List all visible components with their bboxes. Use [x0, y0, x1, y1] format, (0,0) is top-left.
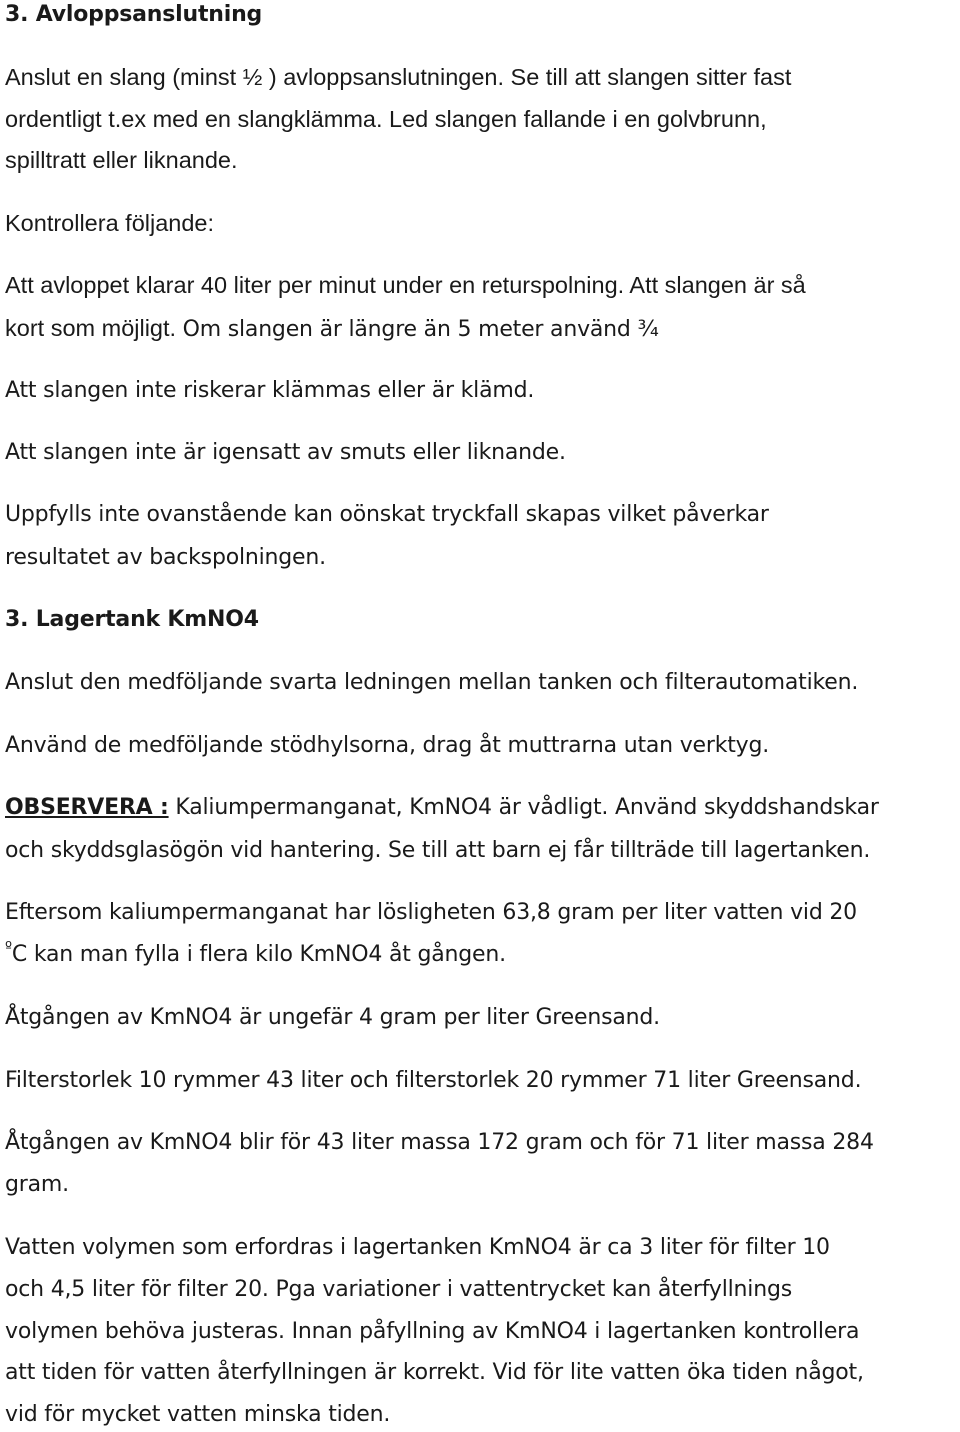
observera-label: OBSERVERA :	[5, 795, 169, 820]
checklist-item-part: Om slangen är längre än 5 meter använd ¾	[182, 317, 659, 342]
paragraph-line: Åtgången av KmNO4 blir för 43 liter massa 172 gram och för 71 liter massa 284	[5, 1130, 874, 1155]
checklist-item-line	[5, 313, 659, 345]
paragraph-text: C kan man fylla i flera kilo KmNO4 åt gången.	[11, 942, 506, 967]
paragraph-line: Eftersom kaliumpermanganat har lösligheten 63,8 gram per liter vatten vid 20	[5, 900, 857, 925]
warning-text: resultatet av backspolningen.	[5, 545, 326, 570]
paragraph-line: Anslut den medföljande svarta ledningen mellan tanken och filterautomatiken.	[5, 670, 859, 695]
paragraph-line: Anslut en slang (minst ½ ) avloppsanslutningen. Se till att slangen sitter fast	[5, 64, 792, 90]
checklist-intro: Kontrollera följande:	[5, 210, 215, 236]
paragraph-line: och 4,5 liter för filter 20. Pga variationer i vattentrycket kan återfyllnings	[5, 1277, 792, 1302]
paragraph-line: spilltratt eller liknande.	[5, 147, 238, 173]
warning-text: Uppfylls inte ovanstående kan oönskat tryckfall skapas vilket påverkar	[5, 502, 769, 527]
paragraph-line: Använd de medföljande stödhylsorna, drag åt muttrarna utan verktyg.	[5, 733, 770, 758]
checklist-item: Att slangen inte riskerar klämmas eller är klämd.	[5, 378, 535, 403]
degree-symbol: º	[5, 938, 12, 956]
paragraph-line: ordentligt t.ex med en slangklämma. Led slangen fallande i en golvbrunn,	[5, 106, 767, 132]
paragraph-line: vid för mycket vatten minska tiden.	[5, 1402, 391, 1427]
paragraph-line: volymen behöva justeras. Innan påfyllning av KmNO4 i lagertanken kontrollera	[5, 1319, 860, 1344]
observera-text: Kaliumpermanganat, KmNO4 är vådligt. Använd skyddshandskar	[168, 795, 879, 820]
paragraph-line: Filterstorlek 10 rymmer 43 liter och filterstorlek 20 rymmer 71 liter Greensand.	[5, 1068, 862, 1093]
observera-line	[5, 793, 879, 823]
section-heading-avloppsanslutning: 3. Avloppsanslutning	[5, 2, 263, 27]
checklist-item: Att slangen inte är igensatt av smuts eller liknande.	[5, 440, 566, 465]
paragraph-line: Vatten volymen som erfordras i lagertanken KmNO4 är ca 3 liter för filter 10	[5, 1235, 830, 1260]
observera-text: och skyddsglasögön vid hantering. Se till att barn ej får tillträde till lagertanken.	[5, 838, 871, 863]
section-heading-lagertank: 3. Lagertank KmNO4	[5, 607, 259, 632]
checklist-item-part: kort som möjligt.	[5, 315, 183, 341]
checklist-item: Att avloppet klarar 40 liter per minut under en returspolning. Att slangen är så	[5, 272, 806, 298]
paragraph-line: gram.	[5, 1172, 69, 1197]
paragraph-line: Åtgången av KmNO4 är ungefär 4 gram per liter Greensand.	[5, 1005, 660, 1030]
paragraph-line: att tiden för vatten återfyllningen är korrekt. Vid för lite vatten öka tiden något,	[5, 1360, 864, 1385]
paragraph-line	[5, 940, 506, 970]
